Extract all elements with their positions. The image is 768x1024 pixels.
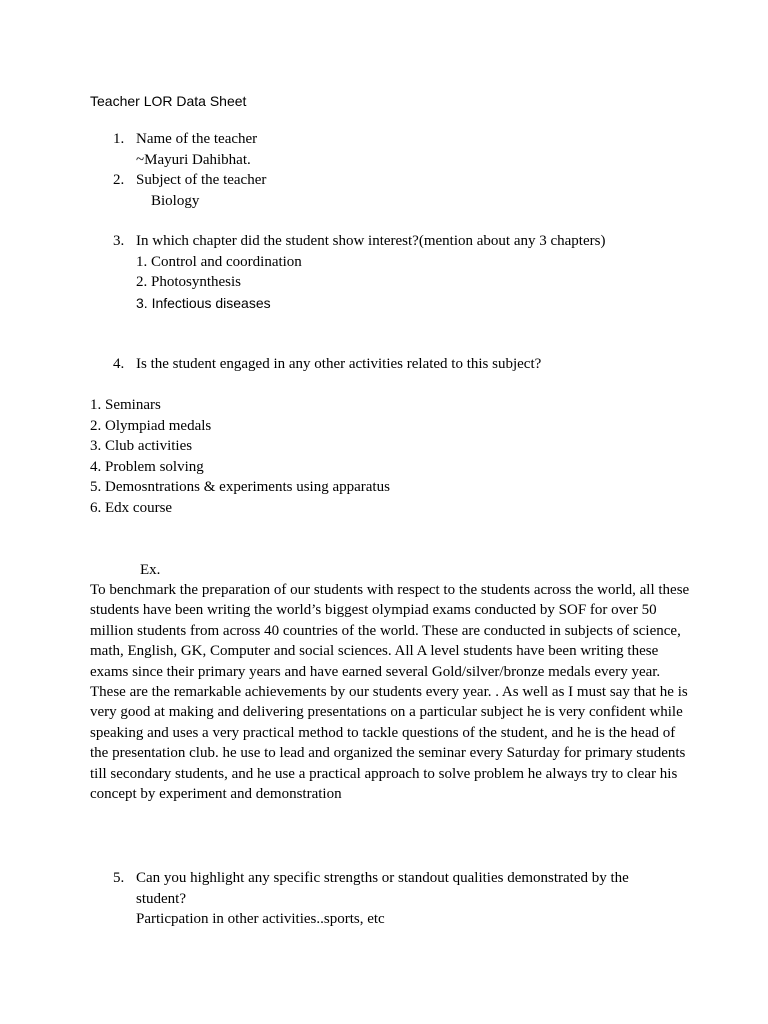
page-title: Teacher LOR Data Sheet [90, 93, 247, 109]
q5-question-line1: Can you highlight any specific strengths or standout qualities demonstrated by the [136, 870, 629, 886]
activity-item: 5. Demosntrations & experiments using apparatus [90, 479, 390, 495]
q5-number: 5. [113, 870, 125, 886]
q4-number: 4. [113, 356, 125, 372]
activity-item: 3. Club activities [90, 438, 193, 454]
chapter-item: 1. Control and coordination [136, 254, 302, 270]
q1-number: 1. [113, 131, 125, 147]
q3-question: In which chapter did the student show interest?(mention about any 3 chapters) [136, 233, 606, 249]
chapter-item: 3. Infectious diseases [136, 295, 271, 311]
activity-item: 4. Problem solving [90, 459, 204, 475]
q4-question: Is the student engaged in any other activities related to this subject? [136, 356, 542, 372]
q5-answer: Particpation in other activities..sports, etc [136, 911, 385, 927]
example-label: Ex. [140, 562, 161, 578]
q3-number: 3. [113, 233, 125, 249]
q2-question: Subject of the teacher [136, 172, 267, 188]
chapter-item: 2. Photosynthesis [136, 274, 242, 290]
q2-number: 2. [113, 172, 125, 188]
q1-answer: ~Mayuri Dahibhat. [136, 152, 251, 168]
activity-item: 1. Seminars [90, 397, 161, 413]
q5-question-line2: student? [136, 891, 186, 907]
activity-item: 6. Edx course [90, 500, 173, 516]
activity-item: 2. Olympiad medals [90, 418, 212, 434]
q2-answer: Biology [151, 193, 200, 209]
q1-question: Name of the teacher [136, 131, 258, 147]
example-paragraph: To benchmark the preparation of our students with respect to the students across the world, all these students have been writing the world’s biggest olympiad exams conducted by SOF for over 50 million students from across 40 countries of the world. These are conducted in subjects of science, math, English, GK, Computer and social sciences. All A level students have been writing these exams since their primary years and have earned several Gold/silver/bronze medals every year. These are the remarkable achievements by our students every year. . As well as I must say that he is very good at making and delivering presentations on a particular subject he is very confident while speaking and uses a very practical method to tackle questions of the student, and he is the head of the presentation club. he use to lead and organized the seminar every Saturday for primary students till secondary students, and he use a practical approach to solve problem he always try to clear his concept by experiment and demonstration [90, 582, 690, 803]
